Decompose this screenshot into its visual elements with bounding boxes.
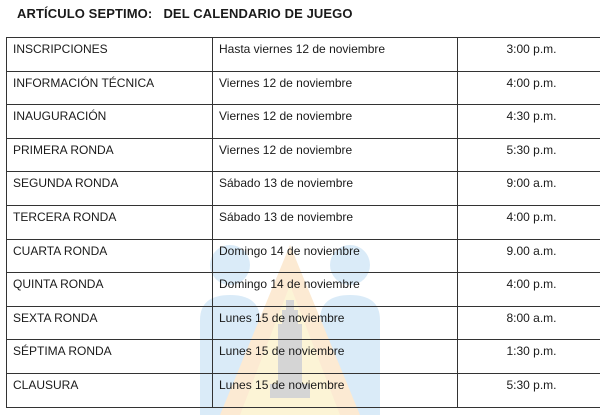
event-cell (7, 239, 213, 273)
event-cell-text: INFORMACIÓN TÉCNICA (13, 75, 155, 90)
time-cell (458, 71, 600, 105)
event-cell-text: SEGUNDA RONDA (13, 176, 119, 191)
time-cell (458, 138, 600, 172)
date-cell-text: Domingo 14 de noviembre (219, 277, 360, 292)
time-cell-text: 4:30 p.m. (506, 109, 557, 124)
date-cell (213, 71, 458, 105)
table-row (7, 172, 600, 206)
date-cell-text: Viernes 12 de noviembre (219, 75, 353, 90)
article-title: ARTÍCULO SEPTIMO: DEL CALENDARIO DE JUEGO (17, 6, 353, 21)
table-row (7, 138, 600, 172)
event-cell-text: PRIMERA RONDA (13, 142, 114, 157)
date-cell (213, 38, 458, 72)
event-cell (7, 340, 213, 374)
event-cell (7, 205, 213, 239)
time-cell (458, 239, 600, 273)
time-cell-text: 3:00 p.m. (506, 42, 557, 56)
table-row (7, 340, 600, 374)
event-cell-text: SÉPTIMA RONDA (13, 344, 112, 359)
date-cell-text: Lunes 15 de noviembre (219, 310, 345, 325)
date-cell (213, 105, 458, 139)
time-cell (458, 373, 600, 407)
date-cell-text: Sábado 13 de noviembre (219, 209, 354, 224)
time-cell-text: 9.00 a.m. (506, 243, 557, 258)
table-row (7, 239, 600, 273)
date-cell (213, 306, 458, 340)
table-row (7, 205, 600, 239)
event-cell (7, 273, 213, 307)
date-cell-text: Viernes 12 de noviembre (219, 142, 353, 157)
table-row (7, 71, 600, 105)
event-cell (7, 105, 213, 139)
time-cell (458, 172, 600, 206)
time-cell (458, 306, 600, 340)
event-cell-text: INAUGURACIÓN (13, 109, 107, 124)
event-cell (7, 138, 213, 172)
date-cell (213, 373, 458, 407)
date-cell-text: Lunes 15 de noviembre (219, 344, 345, 359)
date-cell (213, 205, 458, 239)
time-cell-text: 8:00 a.m. (506, 310, 557, 325)
date-cell (213, 340, 458, 374)
time-cell (458, 273, 600, 307)
time-cell-text: 9:00 a.m. (506, 176, 557, 191)
event-cell-text: CLAUSURA (13, 377, 79, 392)
table-row (7, 38, 600, 72)
event-cell (7, 38, 213, 72)
table-row (7, 306, 600, 340)
event-cell-text: SEXTA RONDA (13, 310, 98, 325)
event-cell (7, 306, 213, 340)
event-cell-text: CUARTA RONDA (13, 243, 108, 258)
date-cell-text: Domingo 14 de noviembre (219, 243, 360, 258)
date-cell-text: Lunes 15 de noviembre (219, 377, 345, 392)
event-cell-text: INSCRIPCIONES (13, 42, 108, 56)
event-cell (7, 71, 213, 105)
time-cell-text: 5:30 p.m. (506, 142, 557, 157)
time-cell (458, 105, 600, 139)
date-cell-text: Viernes 12 de noviembre (219, 109, 353, 124)
time-cell (458, 340, 600, 374)
date-cell-text: Hasta viernes 12 de noviembre (219, 42, 386, 56)
time-cell-text: 4:00 p.m. (506, 75, 557, 90)
time-cell (458, 205, 600, 239)
time-cell-text: 1:30 p.m. (506, 344, 557, 359)
time-cell (458, 38, 600, 72)
date-cell (213, 239, 458, 273)
date-cell (213, 172, 458, 206)
time-cell-text: 5:30 p.m. (506, 377, 557, 392)
time-cell-text: 4:00 p.m. (506, 277, 557, 292)
event-cell-text: QUINTA RONDA (13, 277, 104, 292)
table-row (7, 273, 600, 307)
event-cell (7, 172, 213, 206)
time-cell-text: 4:00 p.m. (506, 209, 557, 224)
date-cell-text: Sábado 13 de noviembre (219, 176, 354, 191)
date-cell (213, 273, 458, 307)
table-row (7, 105, 600, 139)
event-cell-text: TERCERA RONDA (13, 209, 117, 224)
event-cell (7, 373, 213, 407)
table-row (7, 373, 600, 407)
game-calendar-table (6, 37, 600, 408)
date-cell (213, 138, 458, 172)
